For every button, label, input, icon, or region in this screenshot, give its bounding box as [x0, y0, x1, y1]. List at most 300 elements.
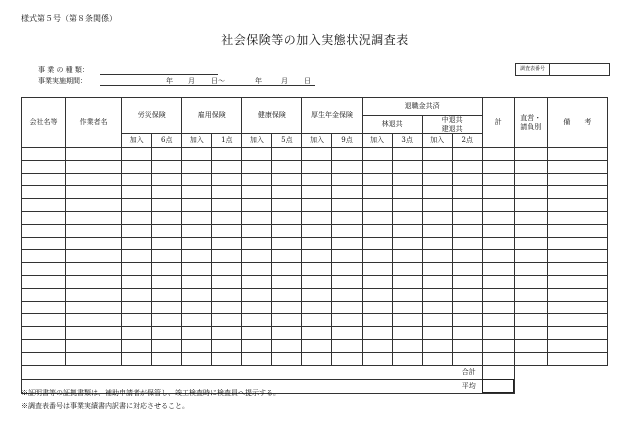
- table-cell[interactable]: [547, 288, 607, 301]
- table-cell[interactable]: [66, 211, 122, 224]
- table-cell[interactable]: [422, 327, 452, 340]
- table-cell[interactable]: [182, 224, 212, 237]
- table-cell[interactable]: [362, 339, 392, 352]
- table-cell[interactable]: [212, 339, 242, 352]
- table-cell[interactable]: [242, 275, 272, 288]
- table-cell[interactable]: [332, 301, 362, 314]
- table-cell[interactable]: [212, 275, 242, 288]
- table-cell[interactable]: [66, 199, 122, 212]
- table-cell[interactable]: [152, 186, 182, 199]
- table-cell[interactable]: [514, 352, 547, 365]
- table-cell[interactable]: [452, 327, 482, 340]
- table-cell[interactable]: [547, 237, 607, 250]
- table-cell[interactable]: [452, 352, 482, 365]
- table-cell[interactable]: [242, 186, 272, 199]
- table-cell[interactable]: [422, 237, 452, 250]
- table-cell[interactable]: [122, 173, 152, 186]
- table-cell[interactable]: [66, 314, 122, 327]
- table-cell[interactable]: [332, 160, 362, 173]
- table-cell[interactable]: [122, 211, 152, 224]
- table-cell[interactable]: [272, 263, 302, 276]
- table-cell[interactable]: [392, 288, 422, 301]
- table-cell[interactable]: [66, 160, 122, 173]
- table-cell[interactable]: [302, 211, 332, 224]
- table-cell[interactable]: [392, 275, 422, 288]
- table-cell[interactable]: [122, 301, 152, 314]
- table-cell[interactable]: [22, 301, 66, 314]
- table-cell[interactable]: [122, 148, 152, 161]
- table-cell[interactable]: [122, 160, 152, 173]
- table-cell[interactable]: [452, 288, 482, 301]
- table-cell[interactable]: [66, 352, 122, 365]
- table-cell[interactable]: [122, 352, 152, 365]
- table-cell[interactable]: [482, 211, 514, 224]
- table-cell[interactable]: [302, 173, 332, 186]
- table-cell[interactable]: [482, 275, 514, 288]
- table-cell[interactable]: [242, 211, 272, 224]
- table-cell[interactable]: [66, 224, 122, 237]
- table-cell[interactable]: [392, 339, 422, 352]
- table-cell[interactable]: [152, 275, 182, 288]
- table-cell[interactable]: [362, 327, 392, 340]
- table-cell[interactable]: [422, 263, 452, 276]
- table-cell[interactable]: [302, 301, 332, 314]
- table-cell[interactable]: [152, 173, 182, 186]
- table-cell[interactable]: [422, 173, 452, 186]
- table-cell[interactable]: [242, 288, 272, 301]
- table-cell[interactable]: [302, 148, 332, 161]
- table-cell[interactable]: [122, 275, 152, 288]
- table-cell[interactable]: [514, 327, 547, 340]
- table-cell[interactable]: [514, 199, 547, 212]
- table-cell[interactable]: [422, 199, 452, 212]
- table-cell[interactable]: [22, 160, 66, 173]
- table-cell[interactable]: [22, 224, 66, 237]
- table-cell[interactable]: [332, 327, 362, 340]
- work-type-field[interactable]: [100, 74, 218, 75]
- table-cell[interactable]: [547, 314, 607, 327]
- table-cell[interactable]: [482, 148, 514, 161]
- table-cell[interactable]: [122, 237, 152, 250]
- table-cell[interactable]: [332, 237, 362, 250]
- table-cell[interactable]: [302, 237, 332, 250]
- table-cell[interactable]: [212, 352, 242, 365]
- table-cell[interactable]: [182, 186, 212, 199]
- table-cell[interactable]: [272, 211, 302, 224]
- table-cell[interactable]: [482, 186, 514, 199]
- table-cell[interactable]: [392, 352, 422, 365]
- table-cell[interactable]: [22, 211, 66, 224]
- table-cell[interactable]: [362, 199, 392, 212]
- table-cell[interactable]: [422, 160, 452, 173]
- table-cell[interactable]: [212, 288, 242, 301]
- table-cell[interactable]: [152, 314, 182, 327]
- table-cell[interactable]: [272, 160, 302, 173]
- table-cell[interactable]: [22, 327, 66, 340]
- table-cell[interactable]: [392, 186, 422, 199]
- table-cell[interactable]: [332, 186, 362, 199]
- table-cell[interactable]: [242, 250, 272, 263]
- table-cell[interactable]: [332, 263, 362, 276]
- table-cell[interactable]: [302, 352, 332, 365]
- table-cell[interactable]: [547, 263, 607, 276]
- table-cell[interactable]: [182, 327, 212, 340]
- table-cell[interactable]: [302, 339, 332, 352]
- table-cell[interactable]: [66, 327, 122, 340]
- table-cell[interactable]: [422, 352, 452, 365]
- table-cell[interactable]: [422, 288, 452, 301]
- table-cell[interactable]: [392, 327, 422, 340]
- table-cell[interactable]: [422, 148, 452, 161]
- table-cell[interactable]: [482, 301, 514, 314]
- table-cell[interactable]: [272, 224, 302, 237]
- table-cell[interactable]: [514, 288, 547, 301]
- table-cell[interactable]: [66, 148, 122, 161]
- table-cell[interactable]: [302, 186, 332, 199]
- table-cell[interactable]: [482, 199, 514, 212]
- table-cell[interactable]: [362, 275, 392, 288]
- table-cell[interactable]: [272, 186, 302, 199]
- table-cell[interactable]: [547, 275, 607, 288]
- table-cell[interactable]: [362, 160, 392, 173]
- table-cell[interactable]: [452, 211, 482, 224]
- table-cell[interactable]: [182, 352, 212, 365]
- table-cell[interactable]: [182, 237, 212, 250]
- table-cell[interactable]: [22, 263, 66, 276]
- table-cell[interactable]: [272, 237, 302, 250]
- table-cell[interactable]: [242, 314, 272, 327]
- table-cell[interactable]: [362, 224, 392, 237]
- table-cell[interactable]: [514, 148, 547, 161]
- table-cell[interactable]: [332, 173, 362, 186]
- table-cell[interactable]: [332, 224, 362, 237]
- table-cell[interactable]: [212, 250, 242, 263]
- table-cell[interactable]: [272, 199, 302, 212]
- table-cell[interactable]: [422, 339, 452, 352]
- table-cell[interactable]: [547, 250, 607, 263]
- table-cell[interactable]: [332, 199, 362, 212]
- average-row-value[interactable]: [482, 379, 514, 393]
- table-cell[interactable]: [514, 301, 547, 314]
- table-cell[interactable]: [422, 186, 452, 199]
- table-cell[interactable]: [452, 314, 482, 327]
- table-cell[interactable]: [362, 301, 392, 314]
- table-cell[interactable]: [422, 314, 452, 327]
- table-cell[interactable]: [362, 263, 392, 276]
- table-cell[interactable]: [22, 173, 66, 186]
- table-cell[interactable]: [182, 160, 212, 173]
- survey-number-input[interactable]: [550, 64, 608, 75]
- table-cell[interactable]: [212, 237, 242, 250]
- table-cell[interactable]: [182, 275, 212, 288]
- table-cell[interactable]: [452, 186, 482, 199]
- table-cell[interactable]: [422, 211, 452, 224]
- table-cell[interactable]: [66, 301, 122, 314]
- table-cell[interactable]: [302, 275, 332, 288]
- table-cell[interactable]: [242, 263, 272, 276]
- table-cell[interactable]: [66, 275, 122, 288]
- table-cell[interactable]: [482, 327, 514, 340]
- table-cell[interactable]: [122, 263, 152, 276]
- table-cell[interactable]: [392, 314, 422, 327]
- table-cell[interactable]: [482, 352, 514, 365]
- table-cell[interactable]: [212, 327, 242, 340]
- table-cell[interactable]: [547, 160, 607, 173]
- table-cell[interactable]: [122, 250, 152, 263]
- table-cell[interactable]: [242, 224, 272, 237]
- table-cell[interactable]: [22, 148, 66, 161]
- table-cell[interactable]: [514, 186, 547, 199]
- table-cell[interactable]: [392, 211, 422, 224]
- table-cell[interactable]: [302, 288, 332, 301]
- table-cell[interactable]: [332, 275, 362, 288]
- table-cell[interactable]: [514, 314, 547, 327]
- table-cell[interactable]: [152, 199, 182, 212]
- table-cell[interactable]: [547, 186, 607, 199]
- table-cell[interactable]: [182, 263, 212, 276]
- table-cell[interactable]: [152, 288, 182, 301]
- table-cell[interactable]: [514, 339, 547, 352]
- table-cell[interactable]: [22, 352, 66, 365]
- table-cell[interactable]: [272, 148, 302, 161]
- survey-number-label: 調査表番号: [516, 64, 550, 75]
- table-cell[interactable]: [362, 237, 392, 250]
- table-cell[interactable]: [182, 301, 212, 314]
- table-cell[interactable]: [452, 173, 482, 186]
- table-cell[interactable]: [452, 148, 482, 161]
- table-cell[interactable]: [152, 237, 182, 250]
- table-cell[interactable]: [152, 263, 182, 276]
- table-cell[interactable]: [182, 173, 212, 186]
- table-cell[interactable]: [22, 339, 66, 352]
- table-cell[interactable]: [66, 237, 122, 250]
- table-cell[interactable]: [547, 301, 607, 314]
- table-cell[interactable]: [66, 288, 122, 301]
- table-cell[interactable]: [272, 314, 302, 327]
- table-cell[interactable]: [392, 263, 422, 276]
- table-cell[interactable]: [122, 288, 152, 301]
- table-cell[interactable]: [212, 199, 242, 212]
- table-cell[interactable]: [272, 301, 302, 314]
- table-cell[interactable]: [452, 160, 482, 173]
- table-cell[interactable]: [122, 314, 152, 327]
- table-cell[interactable]: [22, 237, 66, 250]
- table-cell[interactable]: [272, 173, 302, 186]
- chutaikyo-line-2: 建退共: [441, 124, 463, 133]
- table-cell[interactable]: [302, 327, 332, 340]
- table-cell[interactable]: [332, 211, 362, 224]
- table-cell[interactable]: [332, 314, 362, 327]
- table-cell[interactable]: [242, 160, 272, 173]
- table-cell[interactable]: [362, 148, 392, 161]
- table-cell[interactable]: [332, 250, 362, 263]
- table-cell[interactable]: [547, 199, 607, 212]
- table-cell[interactable]: [422, 224, 452, 237]
- table-row: [22, 352, 608, 365]
- table-cell[interactable]: [302, 263, 332, 276]
- table-cell[interactable]: [242, 339, 272, 352]
- table-cell[interactable]: [152, 339, 182, 352]
- table-cell[interactable]: [392, 237, 422, 250]
- table-cell[interactable]: [362, 288, 392, 301]
- table-cell[interactable]: [122, 327, 152, 340]
- table-cell[interactable]: [212, 148, 242, 161]
- table-cell[interactable]: [66, 250, 122, 263]
- table-cell[interactable]: [152, 352, 182, 365]
- table-cell[interactable]: [152, 160, 182, 173]
- table-cell[interactable]: [152, 211, 182, 224]
- table-cell[interactable]: [242, 352, 272, 365]
- table-cell[interactable]: [332, 352, 362, 365]
- table-cell[interactable]: [392, 301, 422, 314]
- table-cell[interactable]: [182, 314, 212, 327]
- table-cell[interactable]: [182, 250, 212, 263]
- table-cell[interactable]: [514, 160, 547, 173]
- table-cell[interactable]: [514, 224, 547, 237]
- table-cell[interactable]: [392, 199, 422, 212]
- table-cell[interactable]: [272, 275, 302, 288]
- table-cell[interactable]: [452, 339, 482, 352]
- table-cell[interactable]: [22, 199, 66, 212]
- table-cell[interactable]: [242, 327, 272, 340]
- total-row-value[interactable]: [482, 365, 514, 379]
- table-cell[interactable]: [392, 250, 422, 263]
- table-cell[interactable]: [422, 250, 452, 263]
- table-cell[interactable]: [302, 250, 332, 263]
- table-cell[interactable]: [332, 148, 362, 161]
- table-cell[interactable]: [182, 288, 212, 301]
- table-cell[interactable]: [242, 173, 272, 186]
- table-cell[interactable]: [392, 224, 422, 237]
- table-cell[interactable]: [482, 237, 514, 250]
- table-cell[interactable]: [66, 339, 122, 352]
- table-cell[interactable]: [482, 288, 514, 301]
- table-cell[interactable]: [212, 314, 242, 327]
- table-cell[interactable]: [392, 173, 422, 186]
- table-cell[interactable]: [514, 250, 547, 263]
- table-cell[interactable]: [272, 250, 302, 263]
- table-cell[interactable]: [362, 314, 392, 327]
- table-cell[interactable]: [302, 160, 332, 173]
- table-cell[interactable]: [272, 288, 302, 301]
- table-cell[interactable]: [212, 186, 242, 199]
- table-cell[interactable]: [482, 263, 514, 276]
- table-cell[interactable]: [482, 224, 514, 237]
- table-cell[interactable]: [66, 263, 122, 276]
- table-cell[interactable]: [422, 301, 452, 314]
- table-cell[interactable]: [152, 224, 182, 237]
- table-cell[interactable]: [242, 237, 272, 250]
- table-cell[interactable]: [547, 327, 607, 340]
- table-cell[interactable]: [362, 352, 392, 365]
- table-cell[interactable]: [514, 173, 547, 186]
- table-cell[interactable]: [362, 186, 392, 199]
- table-cell[interactable]: [452, 263, 482, 276]
- table-cell[interactable]: [452, 275, 482, 288]
- table-cell[interactable]: [547, 173, 607, 186]
- table-cell[interactable]: [452, 250, 482, 263]
- table-cell[interactable]: [212, 160, 242, 173]
- table-cell[interactable]: [482, 173, 514, 186]
- table-cell[interactable]: [482, 314, 514, 327]
- table-cell[interactable]: [212, 211, 242, 224]
- table-cell[interactable]: [152, 327, 182, 340]
- table-cell[interactable]: [514, 211, 547, 224]
- table-cell[interactable]: [452, 237, 482, 250]
- table-cell[interactable]: [242, 148, 272, 161]
- table-cell[interactable]: [122, 224, 152, 237]
- table-cell[interactable]: [272, 339, 302, 352]
- table-cell[interactable]: [66, 186, 122, 199]
- table-cell[interactable]: [212, 301, 242, 314]
- table-cell[interactable]: [182, 199, 212, 212]
- table-cell[interactable]: [422, 275, 452, 288]
- table-cell[interactable]: [332, 339, 362, 352]
- table-cell[interactable]: [212, 173, 242, 186]
- table-row: [22, 314, 608, 327]
- table-cell[interactable]: [514, 263, 547, 276]
- table-cell[interactable]: [452, 301, 482, 314]
- table-cell[interactable]: [482, 160, 514, 173]
- table-cell[interactable]: [547, 224, 607, 237]
- table-cell[interactable]: [302, 314, 332, 327]
- table-cell[interactable]: [242, 199, 272, 212]
- table-cell[interactable]: [514, 275, 547, 288]
- table-cell[interactable]: [547, 148, 607, 161]
- table-cell[interactable]: [362, 211, 392, 224]
- direct-contract-header: [514, 98, 547, 148]
- table-cell[interactable]: [272, 352, 302, 365]
- table-cell[interactable]: [152, 250, 182, 263]
- taishoku-header: 退職金共済: [362, 98, 482, 116]
- table-cell[interactable]: [122, 339, 152, 352]
- table-cell[interactable]: [182, 148, 212, 161]
- table-cell[interactable]: [392, 160, 422, 173]
- table-cell[interactable]: [22, 250, 66, 263]
- table-cell[interactable]: [22, 288, 66, 301]
- table-cell[interactable]: [182, 211, 212, 224]
- table-cell[interactable]: [514, 237, 547, 250]
- table-cell[interactable]: [452, 224, 482, 237]
- table-cell[interactable]: [182, 339, 212, 352]
- table-cell[interactable]: [482, 250, 514, 263]
- table-cell[interactable]: [152, 148, 182, 161]
- koyo-points-header: 1点: [212, 134, 242, 148]
- table-cell[interactable]: [122, 199, 152, 212]
- table-cell[interactable]: [362, 173, 392, 186]
- table-cell[interactable]: [22, 314, 66, 327]
- table-cell[interactable]: [362, 250, 392, 263]
- table-cell[interactable]: [452, 199, 482, 212]
- table-cell[interactable]: [212, 263, 242, 276]
- table-cell[interactable]: [547, 339, 607, 352]
- table-cell[interactable]: [152, 301, 182, 314]
- table-cell[interactable]: [482, 339, 514, 352]
- table-cell[interactable]: [242, 301, 272, 314]
- table-cell[interactable]: [392, 148, 422, 161]
- table-cell[interactable]: [302, 224, 332, 237]
- table-cell[interactable]: [22, 275, 66, 288]
- table-cell[interactable]: [302, 199, 332, 212]
- table-cell[interactable]: [547, 352, 607, 365]
- table-cell[interactable]: [547, 211, 607, 224]
- table-cell[interactable]: [212, 224, 242, 237]
- table-cell[interactable]: [332, 288, 362, 301]
- table-cell[interactable]: [122, 186, 152, 199]
- table-cell[interactable]: [22, 186, 66, 199]
- table-cell[interactable]: [66, 173, 122, 186]
- table-cell[interactable]: [272, 327, 302, 340]
